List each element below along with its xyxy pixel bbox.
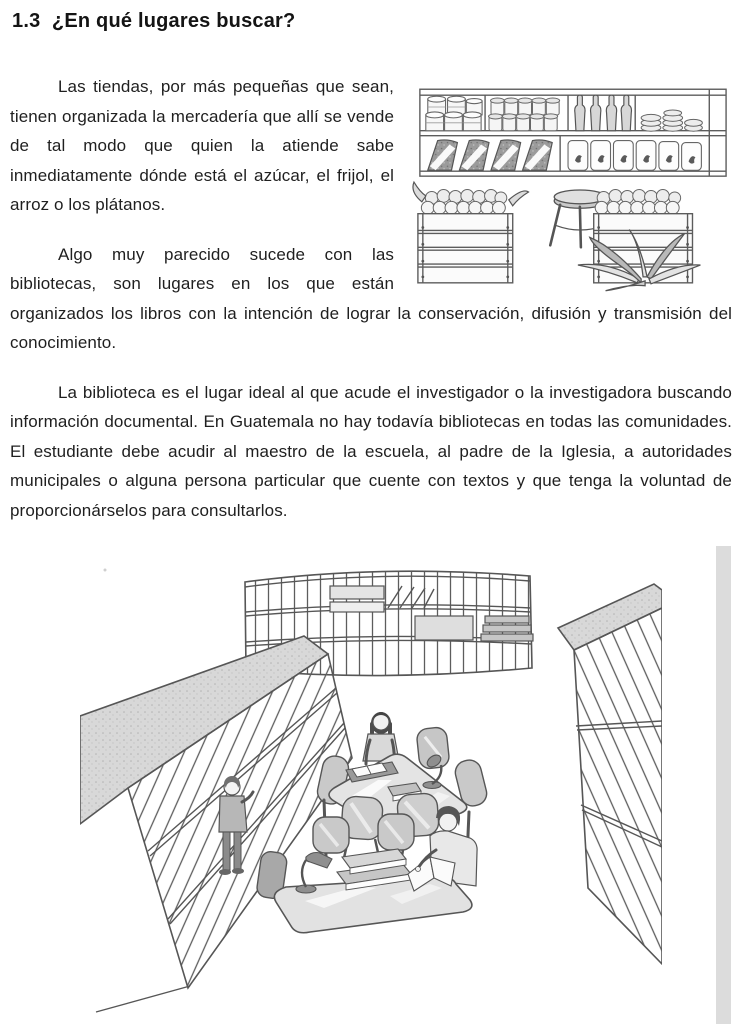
- produce-crate-right: [578, 189, 700, 290]
- library-illustration: [80, 556, 662, 1018]
- produce-crate-left: [413, 182, 529, 283]
- store-illustration-svg: [410, 86, 732, 292]
- body-text: [10, 72, 732, 545]
- right-bookshelf: [558, 584, 662, 964]
- paragraph-tiendas: Las tiendas, por más pequeñas que sean, tienen organizada la mercadería que allí se vende de tal modo que quien la atiende sabe inmediatamente dónde está el azúcar, el frijol, el arroz o los plátanos.: [10, 77, 394, 214]
- library-illustration-svg: [80, 556, 662, 1018]
- jars: [489, 98, 560, 131]
- paper-smudge: [104, 569, 107, 572]
- paragraph-biblioteca-ideal: La biblioteca es el lugar ideal al que acude el investigador o la investigadora buscando información documental. En Guatemala no hay todavía bibliotecas en todas las comunidades. El estudiante debe acudir al maestro de la escuela, al padre de la Iglesia, a autoridades municipales o alguna persona particular que cuente con textos y que tenga la voluntad de proporcionárselos para consultarlos.: [10, 382, 732, 520]
- paragraph-bibliotecas: Algo muy parecido sucede con las bibliotecas, son lugares en los que están organizados los libros con la intención de lograr la conservación, difusión y transmisión del conocimiento.: [10, 244, 732, 352]
- cans: [426, 96, 482, 131]
- page-edge-bar: [716, 546, 731, 1024]
- left-bookshelf: [80, 636, 352, 1012]
- store-illustration: [402, 72, 732, 292]
- section-heading: 1.3 ¿En qué lugares buscar?: [12, 10, 296, 32]
